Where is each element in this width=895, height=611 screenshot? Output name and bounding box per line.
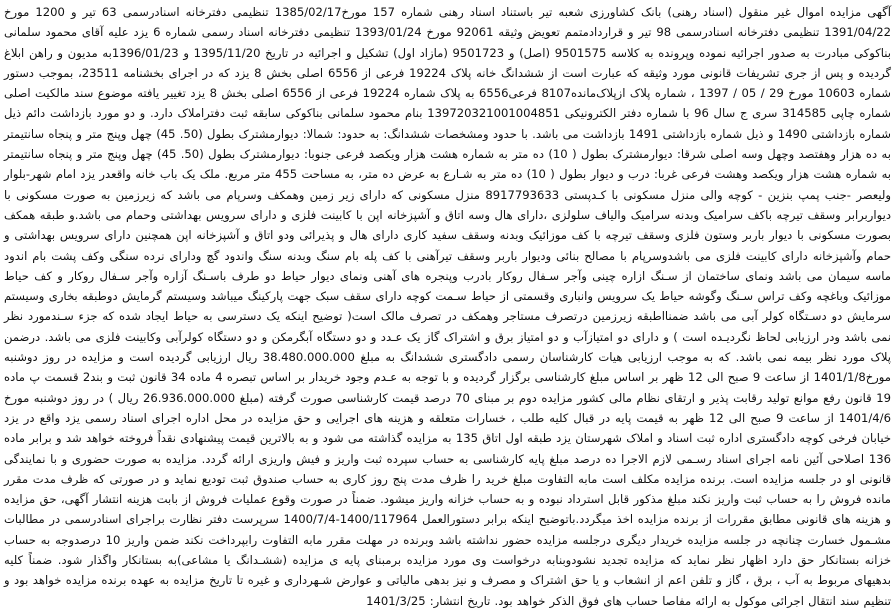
publish-date: 1401/3/25 [366,593,426,608]
auction-notice-text [4,2,891,611]
notice-body: آگهی مزایده اموال غیر منقول (اسناد رهنی) بانک کشاورزی شعبه تیر باستناد اسناد رهنی شماره 157 مورخ1385/02/17 تنظیمی دفترخانه اسنادرسمی 63 تیر و 1200 مورخ 1391/04/22 تنظیمی دفترخانه اسنادرسمی 98 تیر و قراردادمتمم تعویض وثیقه 92061 مورخ 1393/01/24 تنظیمی دفترخانه اسناد رسمی شماره 6 یزد علیه آقای محمود سلمانی بناکوکی مبادرت به صدور اجرائیه نموده وپرونده به کلاسه 9501575 (اصل) و 9501723 (مازاد اول) تشکیل و اجرائیه در تاریخ 1395/11/20 و 1396/01/23به مدیون و راهن ابلاغ گردیده و پس از جری تشریفات قانونی مورد وثیقه که عبارت است از ششدانگ خانه پلاک 19224 فرعی از 6556 اصلی بخش 8 یزد که در اجرای بخشنامه 23511، بموجب دستور شماره 10603 مورخ 29 / 05 / 1397 ، شماره پلاک ازپلاک‌مانده8107 فرعی6556 به پلاک شماره 19224 فرعی از 6556 اصلی بخش 8 یزد تغییر یافته موضوع سند مالکیت اصلی شماره چاپی 314585 سری ج سال 96 با شماره دفتر الکترونیکی 139720321001004851 بنام محمود سلمانی بناکوکی سابقه ثبت دفتراملاک دارد. و دو مورد بازداشت دائم ذیل شماره بازداشتی 1490 و ذیل شماره بازداشتی 1491 بازداشت می باشد. با حدود ومشخصات ششدانگ: به حدود: شمالا: دیوارمشترک بطول (50. 45) چهل وپنج متر و پنجاه سانتیمتر به ده هزار وهفتصد وچهل وسه اصلی شرقا: دیوارمشترک بطول ( 10) ده متر به شماره هشت هزار ویکصد فرعی جنوبا: دیوارمشترک بطول (50. 45) چهل وپنج متر و پنجاه سانتیمتر به شماره هشت هزار ویکصد وهشت فرعی غربا: درب و دیوار بطول ( 10) ده متر به شـارع به عرض ده متر، به مساحت 455 متر مربع. ملک یک باب خانه واقعدر یزد امام شهر-بلوار ولیعصر -جنب پمپ بنزین - کوچه والی منزل مسکونی با کـدپستی 8917793633 منزل مسکونی که دارای زیر زمین وهمکف وسرپام می باشد که زیرزمین به صورت مسکونی با دیواربرابر وسقف تیرچه باکف سرامیک وبدنه سرامیک والیاف سلولزی ،دارای هال وسه اتاق و آشپزخانه اپن با کابینت فلزی و دارای سرویس بهداشتی وحمام می باشد.و طبقه همکف بصورت مسکونی با دیوار باربر وستون فلزی وسقف تیرچه با کف موزائیک وبدنه وسقف سفید کاری دارای هال و پذیرائی ودو اتاق و آشپزخانه اپن همچنین دارای سرویس بهداشتی و حمام وآشپزخانه دارای کابینت فلزی می باشدوسرپام با مصالح بنائی ودیوار باربر وسقف تیرآهنی با کف پله بام سنگ وبدنه سنگ واندود گچ ودارای نرده سنگی وکف پشت بام اندود ماسه سیمان می باشد ونمای ساختمان از سـنگ ازاره چینی وآجر سـفال روکار بادرب وپنجره های آهنی ونمای دیوار حیاط دو طرف باسـنگ آزاره وآجر سـفال روکار و کف حیاط موزائیک وباغچه وکف تراس سـنگ وگوشه حیاط یک سرویس وانباری وقسمتی از حیاط سـمت کوچه دارای سقف سبک جهت پارکینگ میباشد وسیستم گرمایش دوطبقه بخاری وسیستم سرمایش دو دسـتگاه کولر آبی می باشد ضمنااطبقه زیرزمین درتصرف مستاجر وهمکف در تصرف مالک است( توضیح اینکه یک دسترسی به حیاط ایجاد شده که جزء سـندمورد نظر نمی باشد ودر ارزیابی لحاظ نگردیـده است ) و دارای دو امتیازآب و دو امتیاز برق و اشتراک گاز یک عـدد و دو دستگاه آبگرمکن و دو دستگاه کولرآبی وکابینت فلزی می باشد. درضمن پلاک مورد نظر بیمه نمی باشد. که به موجب ارزیابی هیات کارشناسان رسمی دادگستری ششدانگ به مبلغ 38.480.000.000 ریال ارزیابی گردیده است و مزایده در روز دوشنبه مورخ1401/1/8 از ساعت 9 صبح الی 12 ظهر بر اساس مبلغ کارشناسی برگزار گردیده و با توجه به عـدم وجود خریدار بر اساس تبصره 4 ماده 34 قانون ثبت و بند2 قسمت پ ماده 19 قانون رفع موانع تولید رقابت پذیر و ارتقای نظام مالی کشور مزایده دوم بر مبنای 70 درصد قیمت کارشناسی صورت گرفته (مبلغ 26.936.000.000 ریال ) در روز دوشنبه مورخ 1401/4/6 از ساعت 9 صبح الی 12 ظهر به قیمت پایه در قبال کلیه طلب ، خسارات متعلقه و هزینه های اجرایی و حق مزایده در محل اداره اجرای اسناد رسمی یزد واقع در یزد خیابان فرخی کوچه دادگستری اداره ثبت اسناد و املاک شهرستان یزد طبقه اول اتاق 135 به مزایده گذاشته می شود و به بالاترین قیمت پیشنهادی نقداً فروخته خواهد شد و برابر ماده 136 اصلاحی آئین نامه اجرای اسناد رسـمی لازم الاجرا ده درصد مبلغ پایه کارشناسی به حساب سپرده ثبت واریز و فیش واریزی ارائه گردد. مزایده به صورت حضوری و با نمایندگی قانونی او در جلسه مزایده است. برنده مزایده مکلف است مابه التفاوت مبلغ خرید را ظرف مدت پنج روز کاری به حساب صندوق ثبت توديع نمايد و در صورتی که ظرف مدت مقرر مانده فروش را به حساب ثبت واریز نکند مبلغ مذکور قابل استرداد نبوده و به حساب خزانه واریز میشود. ضمناً در صورت وقوع عملیات فروش از بابت هزینه انتشار آگهی، حق مزایده و هزینه های قانونی مطابق مقررات از برنده مزایده اخذ میگردد.باتوضیح اینکه برابر دستورالعمل 1400/117964-1400/7/4 سرپرست دفتر نظارت براجرای اسنادرسمی در مطالبات مشـمول خسارت چنانچه در جلسه مزایده خریدار دیگری درجلسه مزایده حضور نداشته باشد وبرنده در مهلت مقرر مابه التفاوت رابپرداخت نکند ضمن واریز 10 درصدوجه به حساب خزانه بستانکار حق دارد اظهار نظر نماید که مزایده تجدید نشودوبنابه درخواست وی مورد مزایده برمبنای پایه ی مزایده (ششـدانگ یا مشاعی)به بستانکار واگذار شود. ضمناً کلیه بدهیهای مربوط به آب ، برق ، گاز و تلفن اعم از انشعاب و یا حق اشتراک و مصرف و نیز بدهی مالیاتی و عوارض شـهرداری و غیره تا تاریخ مزایده به عهده برنده مزایده خواهد بود و تنظیم سند انتقال اجرائی موکول به ارائه مفاصا حساب های فوق الذکر خواهد بود. تاریخ انتشار: [4,5,892,608]
